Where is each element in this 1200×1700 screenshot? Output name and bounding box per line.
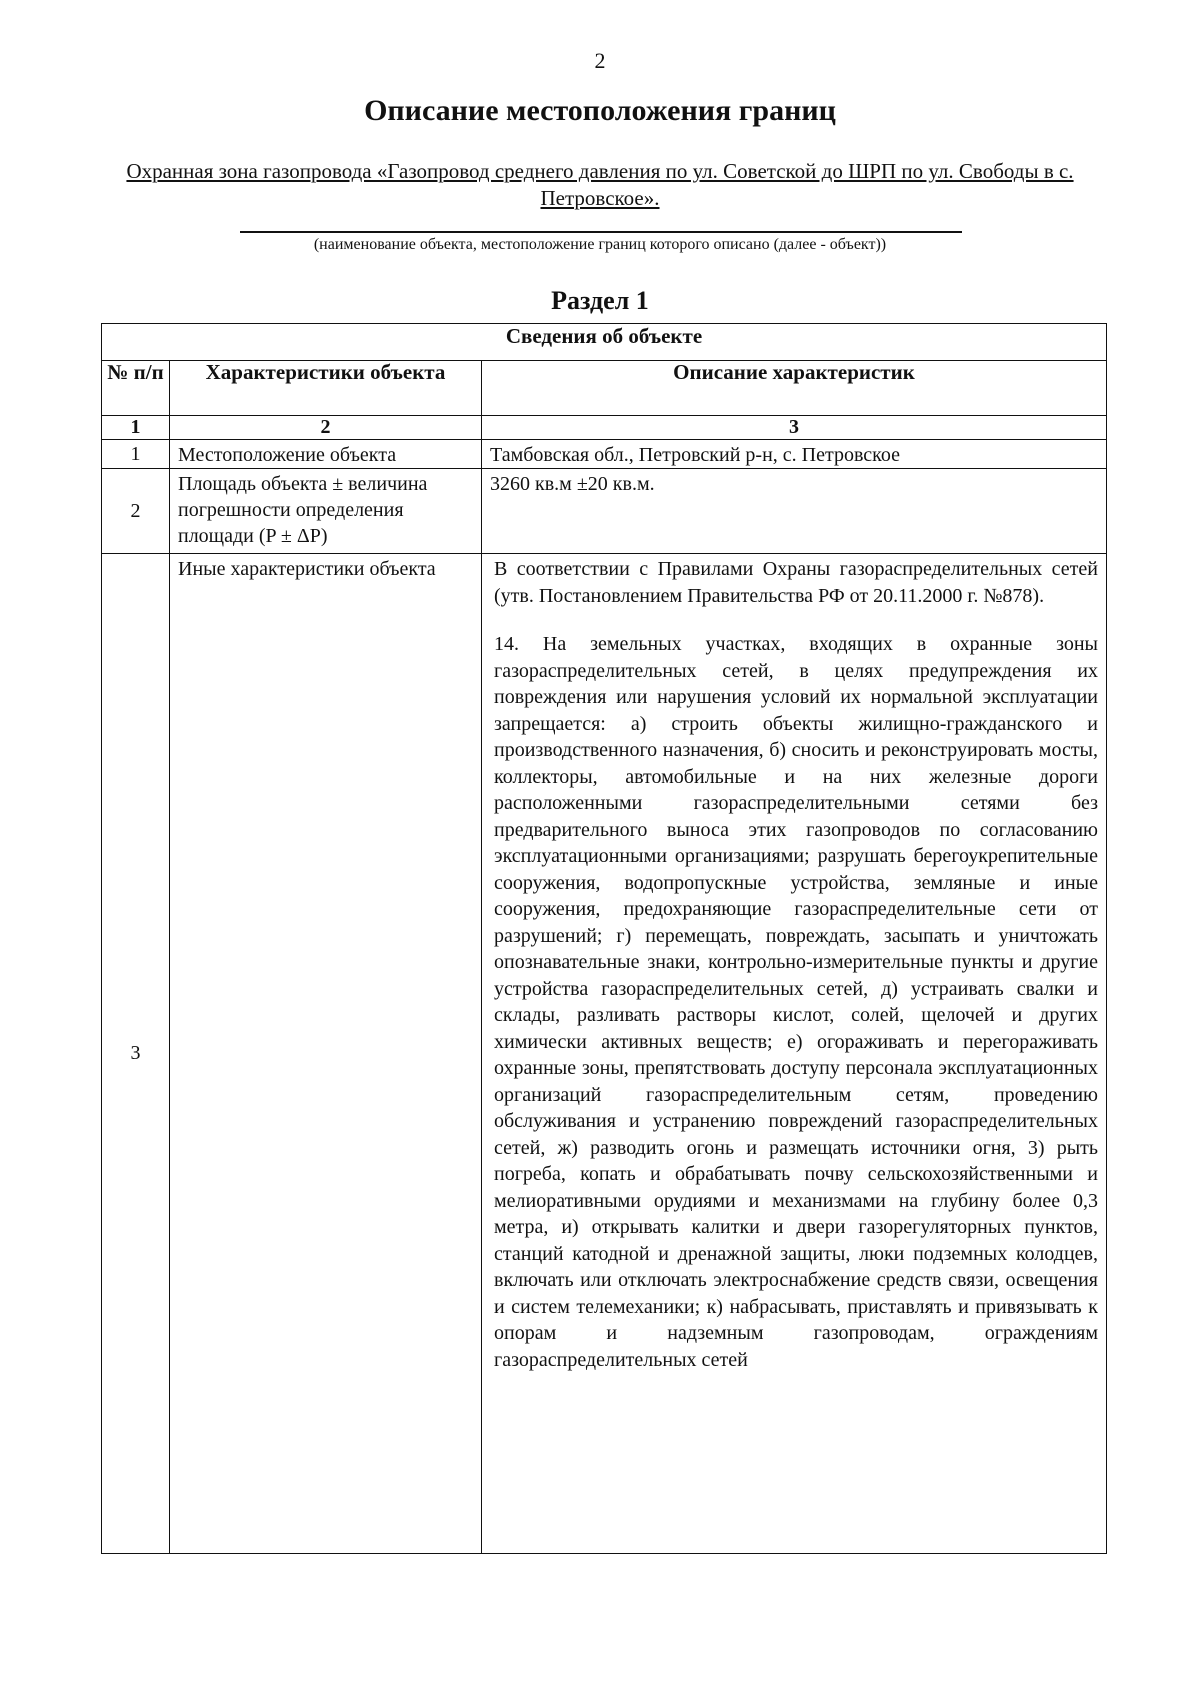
row-characteristic: Местоположение объекта xyxy=(170,440,482,469)
row-num: 1 xyxy=(102,440,170,469)
paragraph-gap xyxy=(494,609,1098,631)
object-name-caption: (наименование объекта, местоположение границ которого описано (далее - объект)) xyxy=(313,236,887,253)
row-description: Тамбовская обл., Петровский р-н, с. Петровское xyxy=(482,440,1107,469)
section-title: Раздел 1 xyxy=(551,286,649,315)
column-number: 3 xyxy=(482,416,1107,440)
table-row xyxy=(102,440,1107,469)
table-row xyxy=(102,469,1107,554)
object-name: Охранная зона газопровода «Газопровод среднего давления по ул. Советской до ШРП по ул. Свободы в с. Петровское». xyxy=(126,159,1074,210)
table-title: Сведения об объекте xyxy=(102,324,1107,361)
header-description: Описание характеристик xyxy=(482,361,1107,416)
table-row xyxy=(102,554,1107,1554)
document-title: Описание местоположения границ xyxy=(364,94,836,127)
row-characteristic: Площадь объекта ± величина погрешности определения площади (P ± ΔP) xyxy=(170,469,482,554)
table-header-row xyxy=(102,361,1107,416)
row-num: 3 xyxy=(102,554,170,1554)
description-paragraph: В соответствии с Правилами Охраны газораспределительных сетей (утв. Постановлением Правительства РФ от 20.11.2000 г. №878). xyxy=(494,558,1098,607)
row-description: 3260 кв.м ±20 кв.м. xyxy=(482,469,1107,554)
object-name-rule xyxy=(240,231,962,233)
description-paragraph: 14. На земельных участках, входящих в охранные зоны газораспределительных сетей, в целях предупреждения их повреждения или нарушения условий их нормальной эксплуатации запрещается: а) строить объекты жилищно-гражданского и производственного назначения, б) сносить и реконструировать мосты, коллекторы, автомобильные и на них железные дороги расположенными газораспределительными сетями без предварительного выноса этих газопроводов по согласованию эксплуатационными организациями; разрушать берегоукрепительные сооружения, водопропускные устройства, земляные и иные сооружения, предохраняющие газораспределительные сети от разрушений; г) перемещать, повреждать, засыпать и уничтожать опознавательные знаки, контрольно-измерительные пункты и другие устройства газораспределительных сетей, д) устраивать свалки и склады, разливать растворы кислот, солей, щелочей и других химически активных веществ; е) огораживать и перегораживать охранные зоны, препятствовать доступу персонала эксплуатационных организаций газораспределительным сетям, проведению обслуживания и устранению повреждений газораспределительных сетей, ж) разводить огонь и размещать источники огня, 3) рыть погреба, копать и обрабатывать почву сельскохозяйственными и мелиоративными орудиями и механизмами на глубину более 0,3 метра, и) открывать калитки и двери газорегуляторных пунктов, станций катодной и дренажной защиты, люки подземных колодцев, включать или отключать электроснабжение средств связи, освещения и систем телемеханики; к) набрасывать, приставлять и привязывать к опорам и надземным газопроводам, ограждениям газораспределительных сетей xyxy=(494,633,1098,1371)
column-number: 1 xyxy=(102,416,170,440)
row-description xyxy=(482,554,1107,1554)
header-num: № п/п xyxy=(102,361,170,416)
table-title-row xyxy=(102,324,1107,361)
page-number: 2 xyxy=(594,48,606,73)
column-number: 2 xyxy=(170,416,482,440)
object-info-table xyxy=(101,323,1107,1554)
row-num: 2 xyxy=(102,469,170,554)
row-characteristic: Иные характеристики объекта xyxy=(170,554,482,1554)
header-characteristics: Характеристики объекта xyxy=(170,361,482,416)
column-number-row xyxy=(102,416,1107,440)
